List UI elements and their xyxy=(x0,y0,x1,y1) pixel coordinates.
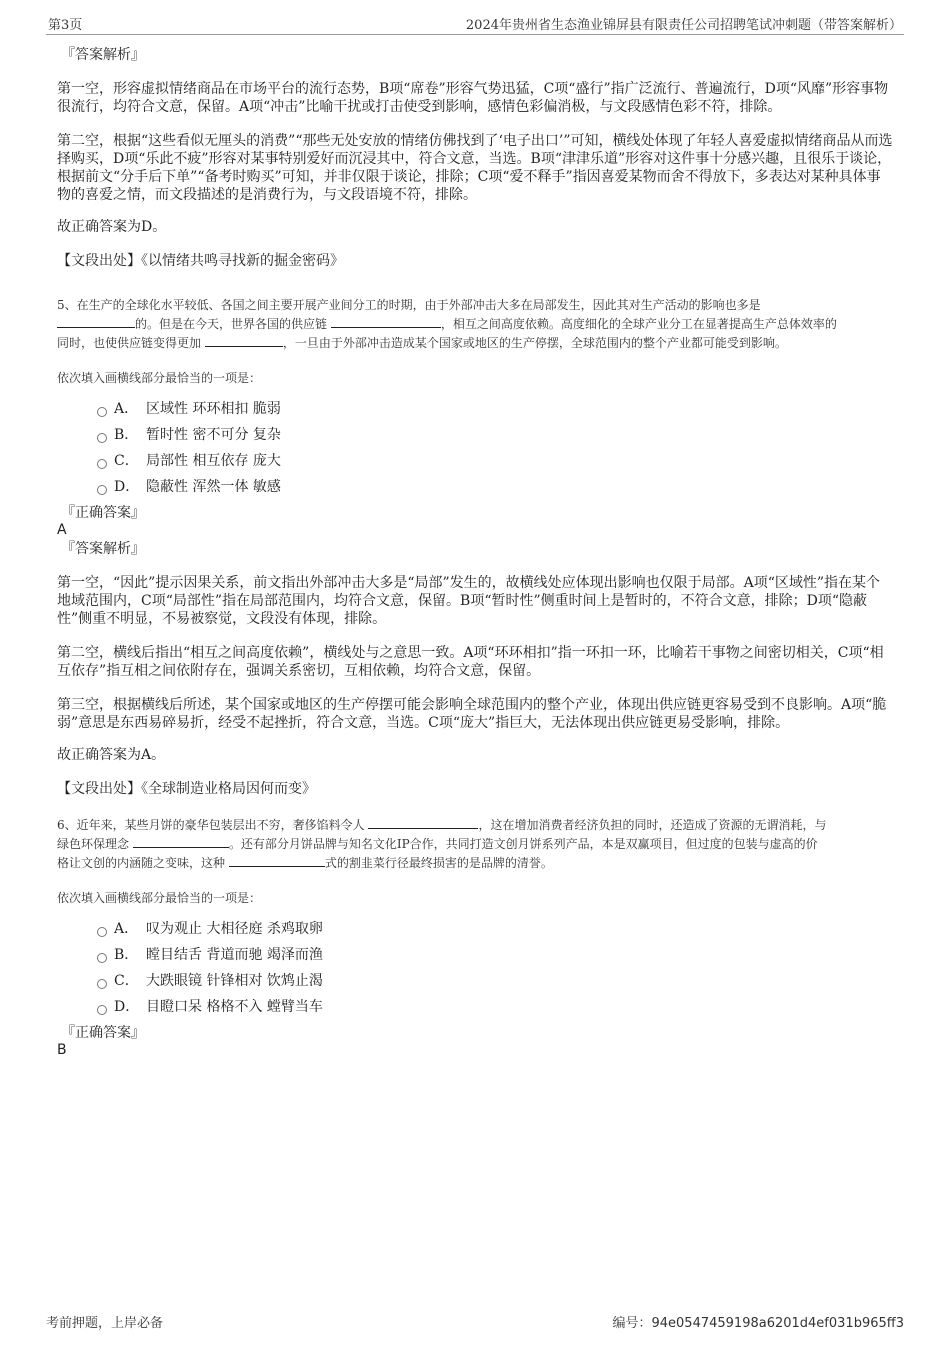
q5-stem-part: 的。但是在今天，世界各国的供应链 xyxy=(135,317,328,331)
radio-icon[interactable] xyxy=(97,407,107,417)
q5-blank-3 xyxy=(205,334,283,347)
q5-option-a[interactable] xyxy=(57,400,893,426)
radio-icon[interactable] xyxy=(97,433,107,443)
option-text: 局部性 相互依存 庞大 xyxy=(146,453,281,469)
q6-stem-part: 式的割韭菜行径最终损害的是品牌的清誉。 xyxy=(324,856,553,870)
radio-icon[interactable] xyxy=(97,953,107,963)
q4-source xyxy=(57,252,893,270)
q5-stem-part: 5、在生产的全球化水平较低、各国之间主要开展产业间分工的时期，由于外部冲击大多在局部发生，因此其对生产活动的影响也多是 xyxy=(57,298,761,312)
option-text: 隐蔽性 浑然一体 敏感 xyxy=(146,479,281,495)
q4-source-label: 【文段出处】 xyxy=(57,253,141,269)
q6-stem-part: 绿色环保理念 xyxy=(57,837,130,851)
radio-icon[interactable] xyxy=(97,459,107,469)
option-letter: C． xyxy=(114,973,139,989)
q5-stem-part: ，相互之间高度依赖。高度细化的全球产业分工在显著提高生产总体效率的 xyxy=(440,317,837,331)
q5-options xyxy=(57,400,893,504)
q6-stem-part: 。还有部分月饼品牌与知名文化IP合作，共同打造文创月饼系列产品，本是双赢项目，但过度的包装与虚高的价 xyxy=(228,837,818,851)
option-letter: A． xyxy=(114,921,139,937)
option-letter: B． xyxy=(114,427,139,443)
q6-stem-part: 格让文创的内涵随之变味，这种 xyxy=(57,856,226,870)
q6-option-a[interactable] xyxy=(57,920,893,946)
option-letter: C． xyxy=(114,453,139,469)
q5-analysis-p3: 第三空，根据横线后所述，某个国家或地区的生产停摆可能会影响全球范围内的整个产业，体现出供应链更容易受到不良影响。A项“脆弱”意思是东西易碎易折，经受不起挫折，符合文意，当选。C项“庞大”指巨大，无法体现出供应链更易受影响，排除。 xyxy=(57,697,887,731)
q4-conclusion: 故正确答案为D。 xyxy=(57,219,167,235)
q6-option-b[interactable] xyxy=(57,946,893,972)
q6-answer-label: 『正确答案』 xyxy=(61,1025,145,1041)
q5-source-title: 《全球制造业格局因何而变》 xyxy=(141,781,316,797)
q5-analysis-p2: 第二空，横线后指出“相互之间高度依赖”，横线处与之意思一致。A项“环环相扣”指一环扣一环，比喻若干事物之间密切相关，C项“相互依存”指互相之间依附存在，强调关系密切，互相依赖，均符合文意，保留。 xyxy=(57,645,884,679)
q4-analysis-label: 『答案解析』 xyxy=(61,47,145,63)
q6-option-d[interactable] xyxy=(57,998,893,1024)
page-header xyxy=(46,12,904,35)
q5-analysis-label: 『答案解析』 xyxy=(61,541,145,557)
q5-stem-part: 同时，也使供应链变得更加 xyxy=(57,336,202,350)
option-text: 暂时性 密不可分 复杂 xyxy=(146,427,281,443)
q5-stem-part: ，一旦由于外部冲击造成某个国家或地区的生产停摆，全球范围内的整个产业都可能受到影响。 xyxy=(282,336,787,350)
radio-icon[interactable] xyxy=(97,485,107,495)
q5-answer: A xyxy=(57,522,67,538)
q6-prompt: 依次填入画横线部分最恰当的一项是： xyxy=(57,891,262,905)
page-footer xyxy=(46,1312,904,1332)
q5-analysis-p1: 第一空，“因此”提示因果关系，前文指出外部冲击大多是“局部”发生的，故横线处应体现出影响也仅限于局部。A项“区域性”指在某个地域范围内，C项“局部性”指在局部范围内，均符合文意，保留。B项“暂时性”侧重时间上是暂时的，不符合文意，排除；D项“隐蔽性”侧重不明显，不易被察觉，文段没有体现，排除。 xyxy=(57,575,881,627)
q6-option-c[interactable] xyxy=(57,972,893,998)
q5-prompt: 依次填入画横线部分最恰当的一项是： xyxy=(57,371,262,385)
q6-stem xyxy=(57,816,893,873)
option-letter: D． xyxy=(114,999,140,1015)
q5-stem xyxy=(57,296,893,353)
q6-blank-2 xyxy=(133,835,229,848)
radio-icon[interactable] xyxy=(97,927,107,937)
question-6 xyxy=(57,816,893,1058)
option-letter: A． xyxy=(114,401,139,417)
footer-code-value: 94e0547459198a6201d4ef031b965ff3 xyxy=(651,1316,904,1331)
radio-icon[interactable] xyxy=(97,979,107,989)
option-letter: B． xyxy=(114,947,139,963)
page-content xyxy=(57,46,893,1058)
q5-source-label: 【文段出处】 xyxy=(57,781,141,797)
option-text: 区域性 环环相扣 脆弱 xyxy=(146,401,281,417)
q5-answer-label: 『正确答案』 xyxy=(61,505,145,521)
footer-code-label: 编号： xyxy=(612,1316,652,1331)
q6-stem-part: ，这在增加消费者经济负担的同时，还造成了资源的无谓消耗，与 xyxy=(478,818,827,832)
q6-options xyxy=(57,920,893,1024)
document-title: 2024年贵州省生态渔业锦屏县有限责任公司招聘笔试冲刺题（带答案解析） xyxy=(465,18,902,33)
q5-source xyxy=(57,780,893,798)
q5-blank-2 xyxy=(331,315,441,328)
footer-code xyxy=(612,1312,904,1331)
q4-analysis-p1: 第一空，形容虚拟情绪商品在市场平台的流行态势，B项“席卷”形容气势迅猛，C项“盛行”指广泛流行、普遍流行，D项“风靡”形容事物很流行，均符合文意，保留。A项“冲击”比喻干扰或打击使受到影响，感情色彩偏消极，与文段感情色彩不符，排除。 xyxy=(57,81,889,115)
q5-option-b[interactable] xyxy=(57,426,893,452)
q5-conclusion: 故正确答案为A。 xyxy=(57,747,166,763)
option-text: 目瞪口呆 格格不入 螳臂当车 xyxy=(146,999,323,1015)
q6-stem-part: 6、近年来，某些月饼的豪华包装层出不穷，奢侈馅料令人 xyxy=(57,818,365,832)
q6-answer: B xyxy=(57,1042,67,1058)
q4-analysis-p2: 第二空，根据“这些看似无厘头的消费”“那些无处安放的情绪仿佛找到了‘电子出口’”可知，横线处体现了年轻人喜爱虚拟情绪商品从而选择购买，D项“乐此不疲”形容对某事特别爱好而沉浸其中，符合文意，当选。B项“津津乐道”形容对这件事十分感兴趣，且很乐于谈论，根据前文“分手后下单”“备考时购买”可知，并非仅限于谈论，排除；C项“爱不释手”指因喜爱某物而舍不得放下，多表达对某种具体事物的喜爱之情，而文段描述的是消费行为，与文段语境不符，排除。 xyxy=(57,133,893,203)
radio-icon[interactable] xyxy=(97,1005,107,1015)
q5-blank-1 xyxy=(57,315,135,328)
question-5 xyxy=(57,296,893,798)
q6-blank-1 xyxy=(368,816,478,829)
option-text: 叹为观止 大相径庭 杀鸡取卵 xyxy=(146,921,323,937)
q5-option-d[interactable] xyxy=(57,478,893,504)
option-text: 大跌眼镜 针锋相对 饮鸩止渴 xyxy=(146,973,323,989)
q4-source-title: 《以情绪共鸣寻找新的掘金密码》 xyxy=(141,253,344,269)
option-letter: D． xyxy=(114,479,140,495)
q6-blank-3 xyxy=(229,854,325,867)
page-number: 第3页 xyxy=(48,18,83,33)
footer-slogan: 考前押题，上岸必备 xyxy=(46,1316,164,1331)
option-text: 瞠目结舌 背道而驰 竭泽而渔 xyxy=(146,947,323,963)
q5-option-c[interactable] xyxy=(57,452,893,478)
